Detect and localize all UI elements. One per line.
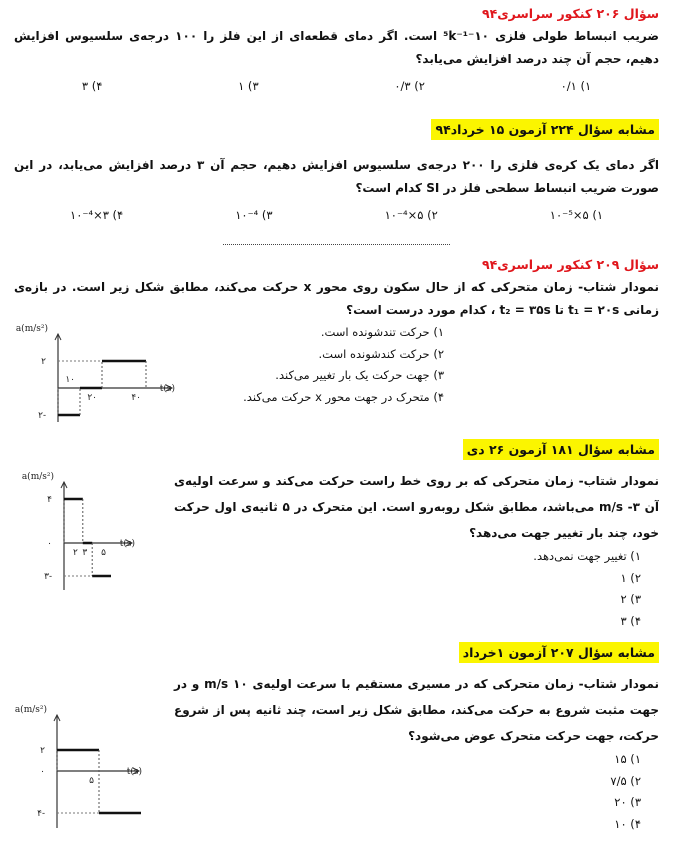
x-tick-label: ۳ bbox=[82, 548, 88, 558]
y-axis-label: a(m/s²) bbox=[21, 472, 54, 482]
s181-option-3[interactable]: ۳) ۲ bbox=[620, 592, 641, 606]
x-tick-label: ۲۰ bbox=[87, 393, 97, 403]
y-tick-label: ۰ bbox=[40, 767, 45, 777]
s224-options bbox=[14, 204, 659, 226]
q206-section bbox=[14, 6, 659, 97]
q209-option-3[interactable]: ۳) جهت حرکت یک بار تغییر می‌کند. bbox=[275, 368, 444, 382]
s224-option-3[interactable]: ۳) ۱۰⁻⁴ bbox=[235, 208, 273, 222]
y-axis-label: a(m/s²) bbox=[15, 324, 48, 334]
s207-section bbox=[14, 642, 659, 835]
s207-graph bbox=[14, 701, 164, 831]
s181-option-4[interactable]: ۴) ۳ bbox=[620, 613, 641, 628]
q209-option-4[interactable]: ۴) متحرک در جهت محور x حرکت می‌کند. bbox=[243, 389, 444, 404]
s207-option-4[interactable]: ۴) ۱۰ bbox=[614, 816, 641, 831]
x-tick-label: ۵ bbox=[89, 776, 94, 786]
s181-title: مشابه سؤال ۱۸۱ آزمون ۲۶ دی bbox=[463, 439, 659, 460]
separator bbox=[223, 244, 450, 245]
q206-title: سؤال ۲۰۶ کنکور سراسری۹۴ bbox=[481, 6, 659, 21]
s224-option-1[interactable]: ۱) ۵×۱۰⁻⁵ bbox=[549, 208, 604, 222]
s181-graph bbox=[14, 468, 164, 593]
s224-section bbox=[14, 119, 659, 226]
s181-option-1[interactable]: ۱) تغییر جهت نمی‌دهد. bbox=[533, 549, 641, 563]
y-tick-label: ۲ bbox=[41, 357, 46, 367]
x-axis-label: t(s) bbox=[126, 767, 142, 777]
q209-acceleration-time-graph bbox=[14, 322, 214, 427]
s224-option-4[interactable]: ۴) ۳×۱۰⁻⁴ bbox=[70, 208, 124, 222]
x-tick-label: ۱۰ bbox=[65, 375, 75, 385]
y-axis-label: a(m/s²) bbox=[14, 705, 47, 715]
x-tick-label: ۴۰ bbox=[131, 393, 141, 403]
s224-text: اگر دمای یک کره‌ی فلزی را ۲۰۰ درجه‌ی سلسیوس افزایش دهیم، حجم آن ۳ درصد افزایش می‌یابد، در این صورت ضریب انبساط سطحی فلز در SI کدام است؟ bbox=[14, 158, 659, 195]
s207-option-1[interactable]: ۱) ۱۵ bbox=[614, 752, 641, 766]
x-tick-label: ۵ bbox=[101, 548, 106, 558]
s207-option-2[interactable]: ۲) ۷/۵ bbox=[610, 773, 641, 788]
q206-text: ضریب انبساط طولی فلزی ۱۰⁻⁵k⁻¹ است. اگر دمای قطعه‌ای از این فلز را ۱۰۰ درجه‌ی سلسیوس افزایش دهیم، حجم آن چند درصد افزایش می‌یابد؟ bbox=[14, 29, 659, 66]
q209-option-2[interactable]: ۲) حرکت کندشونده است. bbox=[318, 346, 444, 361]
s224-option-2[interactable]: ۲) ۵×۱۰⁻⁴ bbox=[384, 208, 438, 222]
y-tick-label: -۴ bbox=[37, 809, 45, 819]
s181-option-2[interactable]: ۲) ۱ bbox=[620, 570, 641, 585]
y-tick-label: -۲ bbox=[38, 411, 46, 421]
q206-option-4[interactable]: ۴) ۳ bbox=[81, 79, 103, 93]
q209-title: سؤال ۲۰۹ کنکور سراسری۹۴ bbox=[481, 257, 659, 272]
y-tick-label: -۳ bbox=[44, 572, 52, 582]
q209-option-1[interactable]: ۱) حرکت تندشونده است. bbox=[320, 325, 444, 339]
x-tick-label: ۲ bbox=[72, 548, 78, 558]
q206-option-1[interactable]: ۱) ۰/۱ bbox=[560, 79, 592, 93]
s224-title: مشابه سؤال ۲۲۴ آزمون ۱۵ خرداد۹۴ bbox=[431, 119, 659, 140]
y-tick-label: ۰ bbox=[47, 539, 52, 549]
y-tick-label: ۴ bbox=[47, 495, 52, 505]
y-tick-label: ۲ bbox=[40, 746, 45, 756]
q206-option-2[interactable]: ۲) ۰/۳ bbox=[394, 79, 425, 93]
q206-options bbox=[14, 75, 659, 97]
q206-option-3[interactable]: ۳) ۱ bbox=[238, 79, 259, 93]
q209-text: نمودار شتاب- زمان متحرکی که از حال سکون روی محور x حرکت می‌کند، مطابق شکل زیر است. در بازه‌ی زمانی t₁ = ۲۰s تا t₂ = ۳۵s ، کدام مورد درست است؟ bbox=[14, 280, 659, 317]
s207-title: مشابه سؤال ۲۰۷ آزمون ۱خرداد bbox=[459, 642, 659, 663]
s207-acceleration-time-graph bbox=[14, 701, 164, 831]
s181-acceleration-time-graph bbox=[14, 468, 164, 593]
s207-text: نمودار شتاب- زمان متحرکی که در مسیری مستقیم با سرعت اولیه‌ی ۱۰ m/s و در جهت مثبت شروع به حرکت می‌کند، مطابق شکل زیر است، چند ثانیه پس از شروع حرکت، جهت حرکت متحرک عوض می‌شود؟ bbox=[174, 677, 659, 743]
s181-text: نمودار شتاب- زمان متحرکی که بر روی خط راست حرکت می‌کند و سرعت اولیه‌ی آن ۳- m/s می‌باشد، مطابق شکل روبه‌رو است. این متحرک در ۵ ثانیه‌ی اول حرکت خود، چند بار تغییر جهت می‌دهد؟ bbox=[174, 474, 659, 540]
s207-option-3[interactable]: ۳) ۲۰ bbox=[614, 795, 641, 809]
x-axis-label: t(s) bbox=[119, 539, 135, 549]
s181-section bbox=[14, 439, 659, 632]
q209-graph bbox=[14, 322, 214, 427]
x-axis-label: t(s) bbox=[159, 384, 175, 394]
q209-section bbox=[14, 257, 659, 431]
